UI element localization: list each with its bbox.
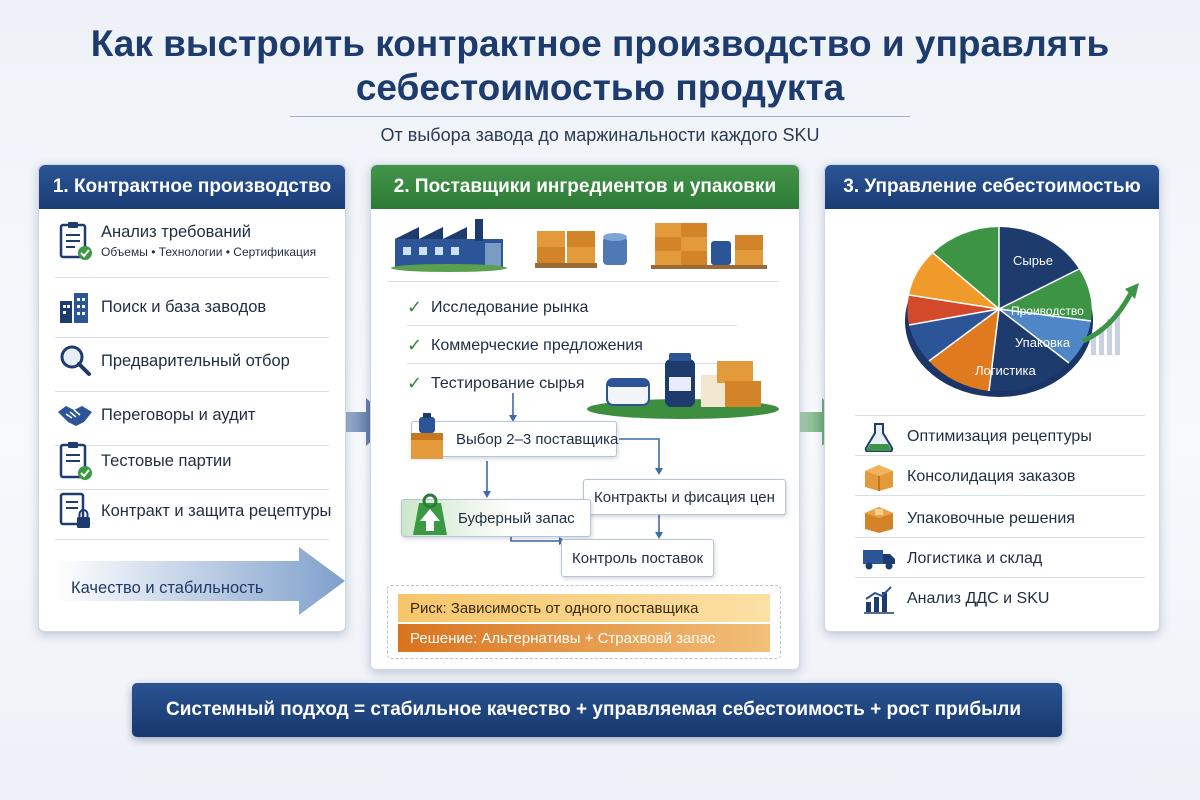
p1-label-negotiation: Переговоры и аудит (101, 405, 256, 424)
handshake-icon (55, 395, 95, 435)
p1-item-preselection (55, 341, 290, 381)
p3-label-packaging: Упаковочные решения (907, 510, 1075, 527)
p1-label-factories: Поиск и база заводов (101, 297, 267, 316)
p3-label-consolidation: Консолидация заказов (907, 468, 1076, 485)
box-icon (859, 461, 899, 493)
quality-label: Качество и стабильность (71, 579, 264, 597)
document-lock-icon (55, 491, 95, 531)
risk-bar: Риск: Зависимость от одного поставщика (398, 594, 770, 622)
flow-contracts (583, 479, 786, 515)
p3-item-analysis (859, 583, 1049, 615)
divider (55, 277, 329, 278)
p1-item-requirements (55, 221, 316, 261)
p1-label-requirements: Анализ требований (101, 223, 251, 241)
panel1-header: 1. Контрактное производство (39, 165, 345, 209)
divider (55, 337, 329, 338)
p3-label-logistics: Логистика и склад (907, 550, 1043, 567)
subtitle-divider (290, 116, 910, 117)
p3-label-recipe: Оптимизация рецептуры (907, 428, 1092, 445)
p1-sub-requirements: Объемы • Технологии • Сертификация (101, 245, 317, 259)
p3-item-logistics (859, 543, 1042, 575)
divider (55, 391, 329, 392)
check-label: Коммерческие предложения (431, 336, 643, 354)
pie-label-packaging: Упаковка (1015, 335, 1071, 350)
divider (855, 415, 1145, 416)
p1-label-preselection: Предварительный отбор (101, 351, 290, 370)
checkmark-icon: ✓ (407, 335, 423, 355)
panel-cost-management (824, 164, 1160, 632)
buildings-icon (55, 287, 95, 327)
p1-label-contract: Контракт и защита рецептуры (101, 501, 332, 520)
check-label: Исследование рынка (431, 298, 589, 316)
p3-item-consolidation (859, 461, 1075, 493)
footer-banner: Системный подход = стабильное качество + управляемая себестоимость + рост прибыли (132, 683, 1062, 737)
clipboard-check-icon (55, 221, 95, 261)
supplier-box-icon (407, 413, 449, 463)
checkmark-icon: ✓ (407, 373, 423, 393)
pie-label-raw: Сырье (1013, 253, 1053, 268)
title-line-2: себестоимостью продукта (355, 67, 845, 108)
divider (55, 489, 329, 490)
check-label: Тестирование сырья (431, 374, 585, 392)
subtitle-block (230, 116, 970, 146)
p3-item-recipe (859, 421, 1092, 453)
divider (855, 455, 1145, 456)
package-icon (859, 503, 899, 535)
risk-block (387, 585, 781, 659)
p1-item-contract (55, 491, 331, 531)
solution-bar: Решение: Альтернативы + Страхвовй запас (398, 624, 770, 652)
divider (855, 577, 1145, 578)
p3-item-packaging (859, 503, 1075, 535)
p1-item-factories (55, 287, 266, 327)
flow-delivery-control (561, 539, 714, 577)
checkmark-icon: ✓ (407, 297, 423, 317)
subtitle: От выбора завода до маржинальности каждого SKU (380, 125, 820, 145)
flow-select-label: Выбор 2–3 поставщика (456, 430, 619, 448)
p1-item-negotiation (55, 395, 256, 435)
p1-item-test-batches (55, 441, 231, 481)
title-line-1: Как выстроить контрактное производство и управлять (90, 23, 1110, 64)
flow-buffer-label: Буферный запас (458, 509, 575, 527)
flow-contracts-label: Контракты и фисация цен (594, 488, 775, 506)
pie-label-logistics: Логистика (975, 363, 1036, 378)
flask-icon (859, 421, 899, 453)
bar-chart-icon (859, 583, 899, 615)
page-title (0, 22, 1200, 110)
divider (855, 495, 1145, 496)
panel-suppliers (370, 164, 800, 670)
flow-control-label: Контроль поставок (572, 549, 704, 567)
truck-icon (859, 543, 899, 575)
divider (855, 537, 1145, 538)
panel-contract-manufacturing (38, 164, 346, 632)
up-arrow-weight-icon (405, 487, 455, 539)
panel3-header: 3. Управление себестоимостью (825, 165, 1159, 209)
divider (55, 539, 329, 540)
pie-label-production: Проиводство (1011, 304, 1084, 318)
magnifier-icon (55, 341, 95, 381)
p1-label-test-batches: Тестовые партии (101, 451, 232, 470)
checklist-icon (55, 441, 95, 481)
panel2-header: 2. Поставщики ингредиентов и упаковки (371, 165, 799, 209)
p3-label-analysis: Анализ ДДС и SKU (907, 590, 1050, 607)
